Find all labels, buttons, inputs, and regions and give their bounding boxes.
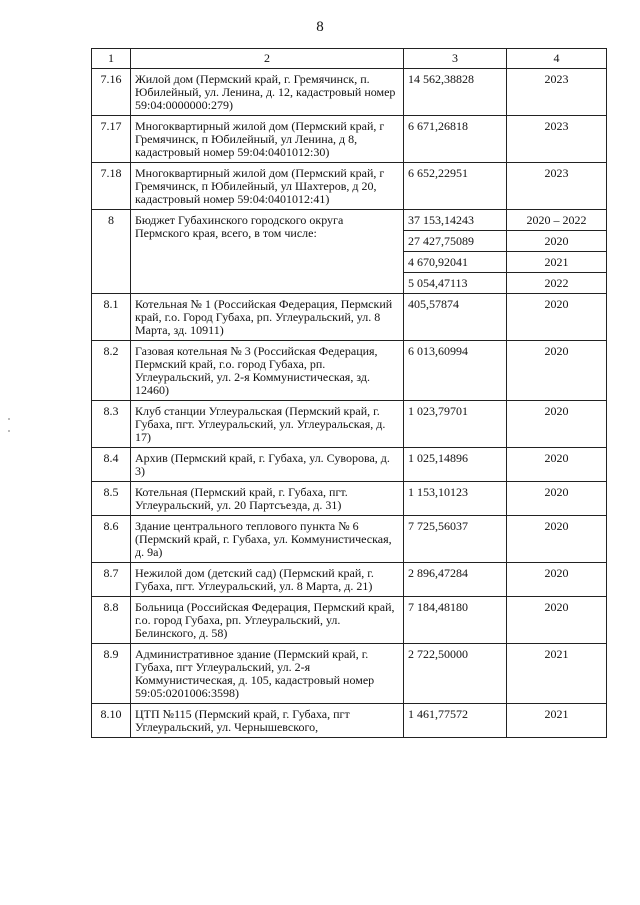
row-sum: 1 461,77572 bbox=[404, 704, 507, 738]
budget-sum-total: 37 153,14243 bbox=[404, 210, 507, 231]
row-year: 2020 bbox=[507, 563, 607, 597]
row-object-name: Архив (Пермский край, г. Губаха, ул. Суворова, д. 3) bbox=[131, 448, 404, 482]
table-row bbox=[92, 644, 607, 704]
row-object-name: Больница (Российская Федерация, Пермский край, г.о. город Губаха, рп. Углеуральский, ул. Белинского, д. 58) bbox=[131, 597, 404, 644]
row-object-name: Административное здание (Пермский край, г. Губаха, пгт Углеуральский, ул. 2-я Коммунистическая, д. 105, кадастровый номер 59:05:0201006:3598) bbox=[131, 644, 404, 704]
row-object-name: Жилой дом (Пермский край, г. Гремячинск, п. Юбилейный, ул. Ленина, д. 12, кадастровый номер 59:04:0000000:279) bbox=[131, 69, 404, 116]
objects-table bbox=[91, 48, 607, 738]
budget-sum-2021: 4 670,92041 bbox=[404, 252, 507, 273]
header-col-1: 1 bbox=[92, 49, 131, 69]
row-number: 8.2 bbox=[92, 341, 131, 401]
row-year: 2021 bbox=[507, 704, 607, 738]
row-sum: 1 153,10123 bbox=[404, 482, 507, 516]
row-sum: 2 896,47284 bbox=[404, 563, 507, 597]
header-col-2: 2 bbox=[131, 49, 404, 69]
table-row bbox=[92, 341, 607, 401]
budget-year-2022: 2022 bbox=[507, 273, 607, 294]
row-object-name: Многоквартирный жилой дом (Пермский край, г Гремячинск, п Юбилейный, ул Ленина, д 8, кадастровый номер 59:04:0401012:30) bbox=[131, 116, 404, 163]
row-year: 2020 bbox=[507, 294, 607, 341]
row-year: 2020 bbox=[507, 401, 607, 448]
page-number: 8 bbox=[316, 19, 324, 35]
table-row bbox=[92, 401, 607, 448]
table-row bbox=[92, 704, 607, 738]
header-col-4: 4 bbox=[507, 49, 607, 69]
row-object-name: Многоквартирный жилой дом (Пермский край, г Гремячинск, п Юбилейный, ул Шахтеров, д 20, кадастровый номер 59:04:0401012:41) bbox=[131, 163, 404, 210]
budget-year-2020: 2020 bbox=[507, 231, 607, 252]
row-year: 2020 bbox=[507, 516, 607, 563]
row-number: 7.18 bbox=[92, 163, 131, 210]
row-object-name: Газовая котельная № 3 (Российская Федерация, Пермский край, г.о. город Губаха, рп. Углеуральский, ул. 2-я Коммунистическая, зд. 12460) bbox=[131, 341, 404, 401]
row-number: 7.16 bbox=[92, 69, 131, 116]
table-row bbox=[92, 516, 607, 563]
scan-mark bbox=[8, 418, 10, 420]
row-year: 2021 bbox=[507, 644, 607, 704]
row-year: 2020 bbox=[507, 597, 607, 644]
scan-mark bbox=[8, 430, 10, 432]
budget-number: 8 bbox=[92, 210, 131, 294]
row-object-name: Нежилой дом (детский сад) (Пермский край, г. Губаха, пгт. Углеуральский, ул. 8 Марта, д. 21) bbox=[131, 563, 404, 597]
row-number: 8.8 bbox=[92, 597, 131, 644]
row-sum: 7 725,56037 bbox=[404, 516, 507, 563]
row-year: 2020 bbox=[507, 482, 607, 516]
row-sum: 6 013,60994 bbox=[404, 341, 507, 401]
row-object-name: ЦТП №115 (Пермский край, г. Губаха, пгт Углеуральский, ул. Чернышевского, bbox=[131, 704, 404, 738]
row-year: 2023 bbox=[507, 116, 607, 163]
row-number: 8.5 bbox=[92, 482, 131, 516]
row-sum: 6 652,22951 bbox=[404, 163, 507, 210]
table-row bbox=[92, 597, 607, 644]
row-sum: 2 722,50000 bbox=[404, 644, 507, 704]
row-sum: 6 671,26818 bbox=[404, 116, 507, 163]
row-object-name: Клуб станции Углеуральская (Пермский край, г. Губаха, пгт. Углеуральский, ул. Углеуральская, д. 17) bbox=[131, 401, 404, 448]
header-col-3: 3 bbox=[404, 49, 507, 69]
table-row bbox=[92, 482, 607, 516]
row-year: 2023 bbox=[507, 163, 607, 210]
row-number: 8.6 bbox=[92, 516, 131, 563]
row-sum: 14 562,38828 bbox=[404, 69, 507, 116]
table-header-row bbox=[92, 49, 607, 69]
row-year: 2020 bbox=[507, 341, 607, 401]
budget-year-2021: 2021 bbox=[507, 252, 607, 273]
table-row bbox=[92, 563, 607, 597]
row-number: 7.17 bbox=[92, 116, 131, 163]
table-row bbox=[92, 163, 607, 210]
row-number: 8.1 bbox=[92, 294, 131, 341]
budget-row bbox=[92, 210, 607, 231]
row-number: 8.9 bbox=[92, 644, 131, 704]
budget-sum-2020: 27 427,75089 bbox=[404, 231, 507, 252]
row-sum: 7 184,48180 bbox=[404, 597, 507, 644]
row-year: 2020 bbox=[507, 448, 607, 482]
table-row bbox=[92, 116, 607, 163]
budget-sum-2022: 5 054,47113 bbox=[404, 273, 507, 294]
row-number: 8.7 bbox=[92, 563, 131, 597]
budget-name: Бюджет Губахинского городского округа Пермского края, всего, в том числе: bbox=[131, 210, 404, 294]
table-row bbox=[92, 294, 607, 341]
row-sum: 405,57874 bbox=[404, 294, 507, 341]
row-object-name: Котельная (Пермский край, г. Губаха, пгт. Углеуральский, ул. 20 Партсъезда, д. 31) bbox=[131, 482, 404, 516]
row-sum: 1 025,14896 bbox=[404, 448, 507, 482]
row-number: 8.3 bbox=[92, 401, 131, 448]
row-object-name: Котельная № 1 (Российская Федерация, Пермский край, г.о. Город Губаха, рп. Углеуральский, ул. 8 Марта, зд. 10911) bbox=[131, 294, 404, 341]
row-number: 8.10 bbox=[92, 704, 131, 738]
row-year: 2023 bbox=[507, 69, 607, 116]
row-object-name: Здание центрального теплового пункта № 6 (Пермский край, г. Губаха, ул. Коммунистическая, д. 9а) bbox=[131, 516, 404, 563]
row-sum: 1 023,79701 bbox=[404, 401, 507, 448]
row-number: 8.4 bbox=[92, 448, 131, 482]
table-row bbox=[92, 69, 607, 116]
budget-year-total: 2020 – 2022 bbox=[507, 210, 607, 231]
table-row bbox=[92, 448, 607, 482]
